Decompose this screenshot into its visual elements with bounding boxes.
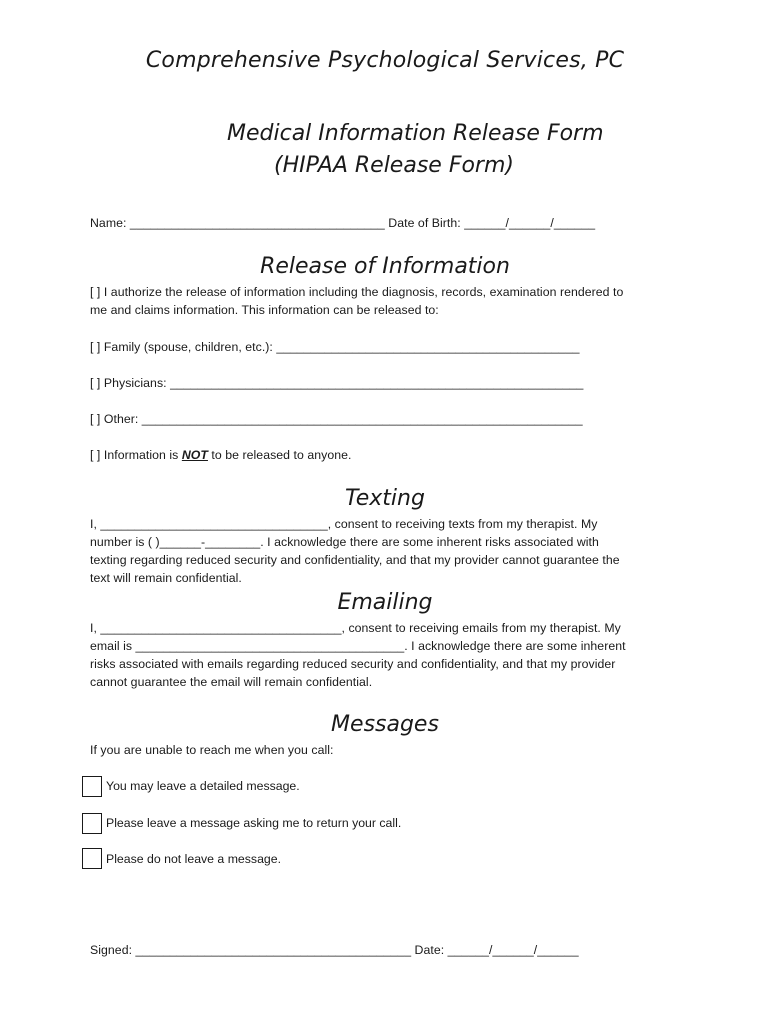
- messages-section-title: Messages: [331, 712, 439, 737]
- texting-consent-line3: texting regarding reduced security and confidentiality, and that my provider cannot guarantee the: [90, 553, 620, 567]
- release-physicians-field[interactable]: [ ] Physicians: ____________________________________________________________: [90, 376, 584, 390]
- texting-consent-line2[interactable]: number is ( )______-________. I acknowledge there are some inherent risks associated with: [90, 535, 599, 549]
- release-not-prefix: [ ] Information is: [90, 448, 182, 462]
- texting-section-title: Texting: [345, 486, 425, 511]
- emailing-consent-line2[interactable]: email is _______________________________________. I acknowledge there are some inherent: [90, 639, 626, 653]
- emailing-consent-line4: cannot guarantee the email will remain confidential.: [90, 675, 373, 689]
- form-title: Medical Information Release Form: [227, 121, 604, 146]
- release-not-word: NOT: [181, 448, 208, 462]
- message-detailed-label: You may leave a detailed message.: [106, 779, 300, 793]
- release-not-option[interactable]: [90, 448, 351, 462]
- emailing-consent-line1[interactable]: I, ___________________________________, consent to receiving emails from my therapist. My: [90, 621, 621, 635]
- message-detailed-checkbox[interactable]: [82, 776, 102, 797]
- texting-consent-line1[interactable]: I, _________________________________, consent to receiving texts from my therapist. My: [90, 517, 598, 531]
- release-family-field[interactable]: [ ] Family (spouse, children, etc.): ____________________________________________: [90, 340, 580, 354]
- release-not-suffix: to be released to anyone.: [207, 448, 352, 462]
- messages-intro: If you are unable to reach me when you call:: [90, 743, 334, 757]
- message-none-checkbox[interactable]: [82, 848, 102, 869]
- message-none-label: Please do not leave a message.: [106, 852, 282, 866]
- message-return-call-checkbox[interactable]: [82, 813, 102, 834]
- release-other-field[interactable]: [ ] Other: ________________________________________________________________: [90, 412, 583, 426]
- name-dob-field[interactable]: Name: _____________________________________ Date of Birth: ______/______/______: [90, 216, 596, 230]
- form-subtitle: (HIPAA Release Form): [274, 153, 514, 178]
- message-return-call-label: Please leave a message asking me to return your call.: [106, 816, 402, 830]
- release-authorize-text: [ ] I authorize the release of information including the diagnosis, records, examination rendered to: [90, 285, 624, 299]
- emailing-section-title: Emailing: [337, 590, 433, 615]
- signature-date-field[interactable]: Signed: ________________________________________ Date: ______/______/______: [90, 943, 579, 957]
- texting-consent-line4: text will remain confidential.: [90, 571, 242, 585]
- release-authorize-text-cont: me and claims information. This information can be released to:: [90, 303, 439, 317]
- release-section-title: Release of Information: [260, 254, 510, 279]
- emailing-consent-line3: risks associated with emails regarding reduced security and confidentiality, and that my provider: [90, 657, 616, 671]
- organization-title: Comprehensive Psychological Services, PC: [145, 48, 625, 73]
